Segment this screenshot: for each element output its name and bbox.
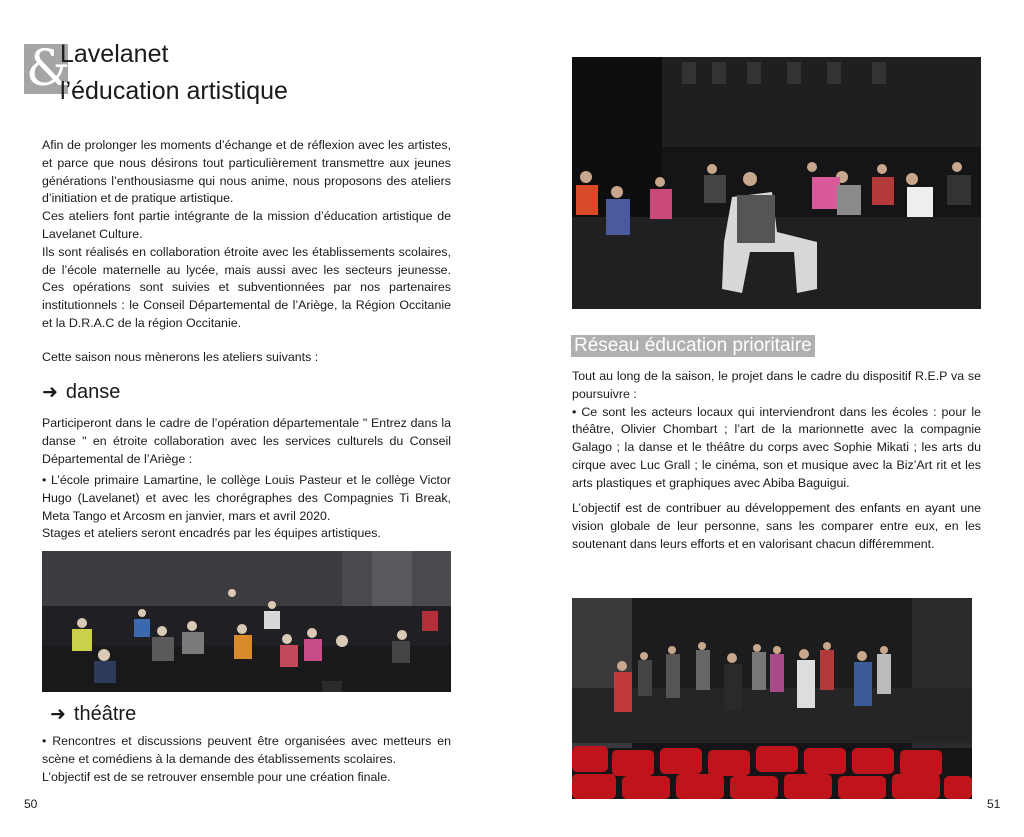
- title-line-2: l’éducation artistique: [60, 77, 288, 105]
- danse-heading-label: danse: [65, 381, 121, 403]
- rep-paragraph-1: Tout au long de la saison, le projet dans le cadre du dispositif R.E.P va se poursuivre :: [572, 369, 981, 401]
- danse-text-2: [42, 472, 451, 543]
- intro-paragraph-1: Afin de prolonger les moments d’échange et de réflexion avec les artistes, et parce que nous désirons tout particulièrement transmettre aux jeunes générations l’enthousiasme qui nous anime, nous proposons des ateliers d’initiation et de pratique artistique.: [42, 138, 451, 206]
- ampersand-symbol: &: [26, 39, 71, 97]
- danse-paragraph-2: • L’école primaire Lamartine, le collège Louis Pasteur et le collège Victor Hugo (Lavelanet) et avec les chorégraphes des Compagnies Ti Break, Meta Tango et Arcosm en janvier, mars et avril 2020.: [42, 473, 451, 523]
- rep-paragraph-2: • Ce sont les acteurs locaux qui interviendront dans les écoles : pour le théâtre, Olivier Chombart ; l’art de la marionnette avec la compagnie Galago ; la danse et le théâtre du corps avec Sophie Mikati ; les arts du cirque avec Luc Grall ; le cinéma, son et musique avec la Biz’Art rit et les arts plastiques et graphiques avec Abiba Baguigui.: [572, 404, 981, 490]
- rep-section-heading: Réseau éducation prioritaire: [571, 335, 815, 357]
- intro-text: [42, 137, 451, 333]
- rep-paragraph-3: L’objectif est de contribuer au développement des enfants en ayant une vision globale de leur personne, sans les comparer entre eux, en les soutenant dans leurs efforts et en valorisant chacun différemment.: [572, 501, 981, 551]
- workshops-lead: Cette saison nous mènerons les ateliers suivants :: [42, 350, 319, 364]
- right-page: [512, 0, 1024, 837]
- intro-paragraph-3: Ils sont réalisés en collaboration étroite avec les établissements scolaires, de l’école maternelle au lycée, mais aussi avec les secteurs jeunesse. Ces opérations sont suivies et subventionnées par nos partenaires institutionnels : le Conseil Départemental de l’Ariège, la Région Occitanie et la D.R.A.C de la région Occitanie.: [42, 244, 451, 330]
- intro-paragraph-4: [42, 349, 451, 367]
- theatre-heading-label: théâtre: [73, 703, 137, 725]
- section-heading-danse: [42, 381, 120, 404]
- arrow-right-icon: ➜: [42, 381, 58, 403]
- rep-goal-text: [572, 500, 981, 553]
- dance-workshop-photo: [42, 551, 451, 692]
- arrow-right-icon: ➜: [50, 703, 66, 725]
- theatre-paragraph-2: L’objectif est de se retrouver ensemble pour une création finale.: [42, 769, 391, 784]
- danse-paragraph-3: Stages et ateliers seront encadrés par les équipes artistiques.: [42, 526, 381, 541]
- rep-intro-text: [572, 368, 981, 493]
- intro-paragraph-2: Ces ateliers font partie intégrante de la mission d’éducation artistique de Lavelanet Culture.: [42, 209, 451, 241]
- theatre-text: [42, 733, 451, 786]
- theatre-paragraph-1: • Rencontres et discussions peuvent être organisées avec metteurs en scène et comédiens à la demande des établissements scolaires.: [42, 734, 451, 766]
- page-title: [60, 36, 288, 110]
- page-number-left: 50: [24, 797, 38, 811]
- theatre-rehearsal-photo: [572, 598, 972, 799]
- title-line-1: Lavelanet: [60, 40, 169, 68]
- danse-text: [42, 415, 451, 468]
- page-number-right: 51: [987, 797, 1001, 811]
- section-heading-theatre: [50, 703, 136, 726]
- stage-workshop-photo: [572, 57, 981, 309]
- danse-paragraph-1: Participeront dans le cadre de l’opération départementale " Entrez dans la danse " en étroite collaboration avec les services culturels du Conseil Départemental de l’Ariège :: [42, 416, 451, 466]
